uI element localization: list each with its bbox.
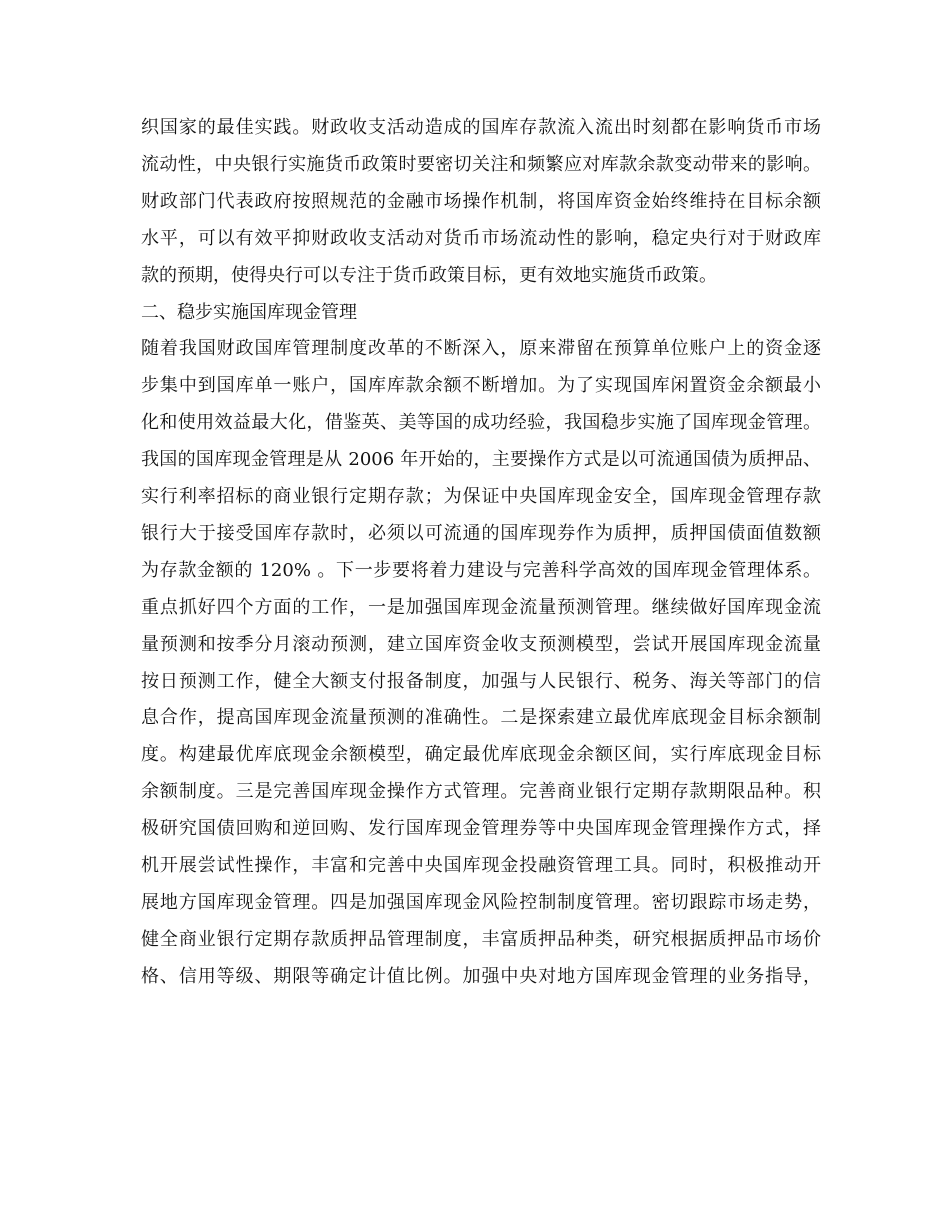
text-line: 极研究国债回购和逆回购、发行国库现金管理券等中央国库现金管理操作方式，择 [141, 818, 821, 840]
text-line: 化和使用效益最大化，借鉴英、美等国的成功经验，我国稳步实施了国库现金管理。 [141, 412, 821, 434]
text-line: 银行大于接受国库存款时，必须以可流通的国库现券作为质押，质押国债面值数额 [141, 522, 821, 544]
text-line: 款的预期，使得央行可以专注于货币政策目标，更有效地实施货币政策。 [141, 264, 717, 286]
text-line: 为存款金额的 120% 。下一步要将着力建设与完善科学高效的国库现金管理体系。 [141, 559, 821, 581]
text-line: 随着我国财政国库管理制度改革的不断深入，原来滞留在预算单位账户上的资金逐 [141, 338, 821, 360]
text-line: 按日预测工作，健全大额支付报备制度，加强与人民银行、税务、海关等部门的信 [141, 670, 821, 692]
text-line: 我国的国库现金管理是从 2006 年开始的，主要操作方式是以可流通国债为质押品、 [141, 449, 821, 471]
text-line: 格、信用等级、期限等确定计值比例。加强中央对地方国库现金管理的业务指导， [141, 965, 821, 987]
text-line: 流动性，中央银行实施货币政策时要密切关注和频繁应对库款余款变动带来的影响。 [141, 153, 821, 175]
text-line: 余额制度。三是完善国库现金操作方式管理。完善商业银行定期存款期限品种。积 [141, 781, 821, 803]
section-heading: 二、稳步实施国库现金管理 [141, 301, 357, 323]
text-line: 量预测和按季分月滚动预测，建立国库资金收支预测模型，尝试开展国库现金流量 [141, 633, 821, 655]
text-line: 水平，可以有效平抑财政收支活动对货币市场流动性的影响，稳定央行对于财政库 [141, 227, 821, 249]
text-line: 织国家的最佳实践。财政收支活动造成的国库存款流入流出时刻都在影响货币市场 [141, 117, 821, 138]
text-line: 息合作，提高国库现金流量预测的准确性。二是探索建立最优库底现金目标余额制 [141, 707, 821, 729]
text-line: 财政部门代表政府按照规范的金融市场操作机制，将国库资金始终维持在目标余额 [141, 190, 821, 212]
text-line: 步集中到国库单一账户，国库库款余额不断增加。为了实现国库闲置资金余额最小 [141, 375, 821, 397]
text-line: 展地方国库现金管理。四是加强国库现金风险控制制度管理。密切跟踪市场走势， [141, 891, 821, 913]
text-line: 实行利率招标的商业银行定期存款；为保证中央国库现金安全，国库现金管理存款 [141, 486, 821, 507]
text-line: 健全商业银行定期存款质押品管理制度，丰富质押品种类，研究根据质押品市场价 [141, 928, 821, 950]
text-line: 重点抓好四个方面的工作，一是加强国库现金流量预测管理。继续做好国库现金流 [141, 596, 821, 618]
text-line: 机开展尝试性操作，丰富和完善中央国库现金投融资管理工具。同时，积极推动开 [141, 855, 821, 876]
text-line: 度。构建最优库底现金余额模型，确定最优库底现金余额区间，实行库底现金目标 [141, 744, 821, 766]
